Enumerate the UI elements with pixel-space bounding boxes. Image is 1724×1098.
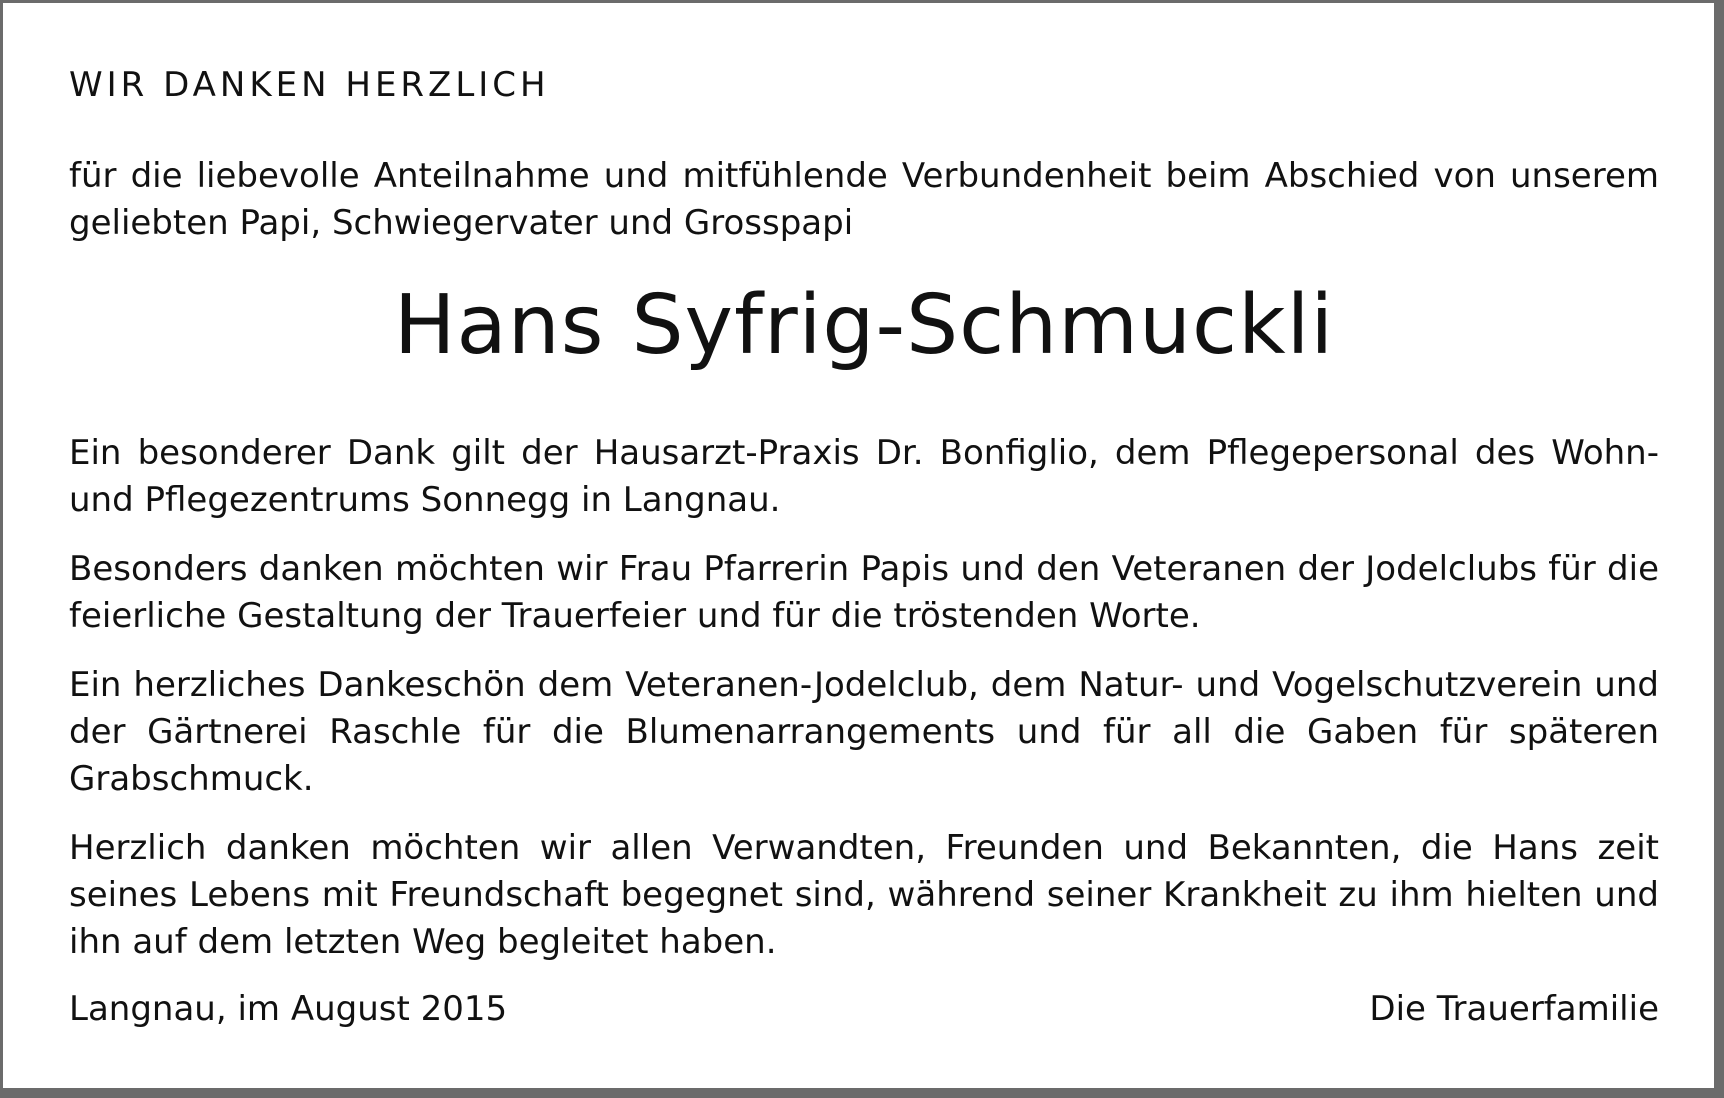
thanks-paragraph-1: Ein besonderer Dank gilt der Hausarzt-Praxis Dr. Bonfiglio, dem Pflegepersonal des Wohn- und Pflegezentrums Sonnegg in Langnau.: [69, 433, 1659, 520]
notice-footer: [69, 986, 1659, 1033]
signature: Die Trauerfamilie: [1369, 989, 1659, 1029]
thanks-paragraph-2: Besonders danken möchten wir Frau Pfarrerin Papis und den Veteranen der Jodelclubs für die feierliche Gestaltung der Trauerfeier und für die tröstenden Worte.: [69, 549, 1659, 636]
place-date: Langnau, im August 2015: [69, 989, 508, 1029]
thanks-paragraph-4: Herzlich danken möchten wir allen Verwandten, Freunden und Bekannten, die Hans zeit seines Lebens mit Freundschaft begegnet sind, während seiner Krankheit zu ihm hielten und ihn auf dem letzten Weg begleitet haben.: [69, 828, 1659, 962]
thanks-paragraph-3: Ein herzliches Dankeschön dem Veteranen-Jodelclub, dem Natur- und Vogelschutzverein und der Gärtnerei Raschle für die Blumenarrangements und für all die Gaben für späteren Grabschmuck.: [69, 665, 1659, 799]
intro-paragraph: für die liebevolle Anteilnahme und mitfühlende Verbundenheit beim Abschied von unserem geliebten Papi, Schwiegervater und Grosspapi: [69, 156, 1659, 243]
notice-heading: WIR DANKEN HERZLICH: [69, 65, 550, 105]
deceased-name: Hans Syfrig-Schmuckli: [393, 278, 1335, 373]
